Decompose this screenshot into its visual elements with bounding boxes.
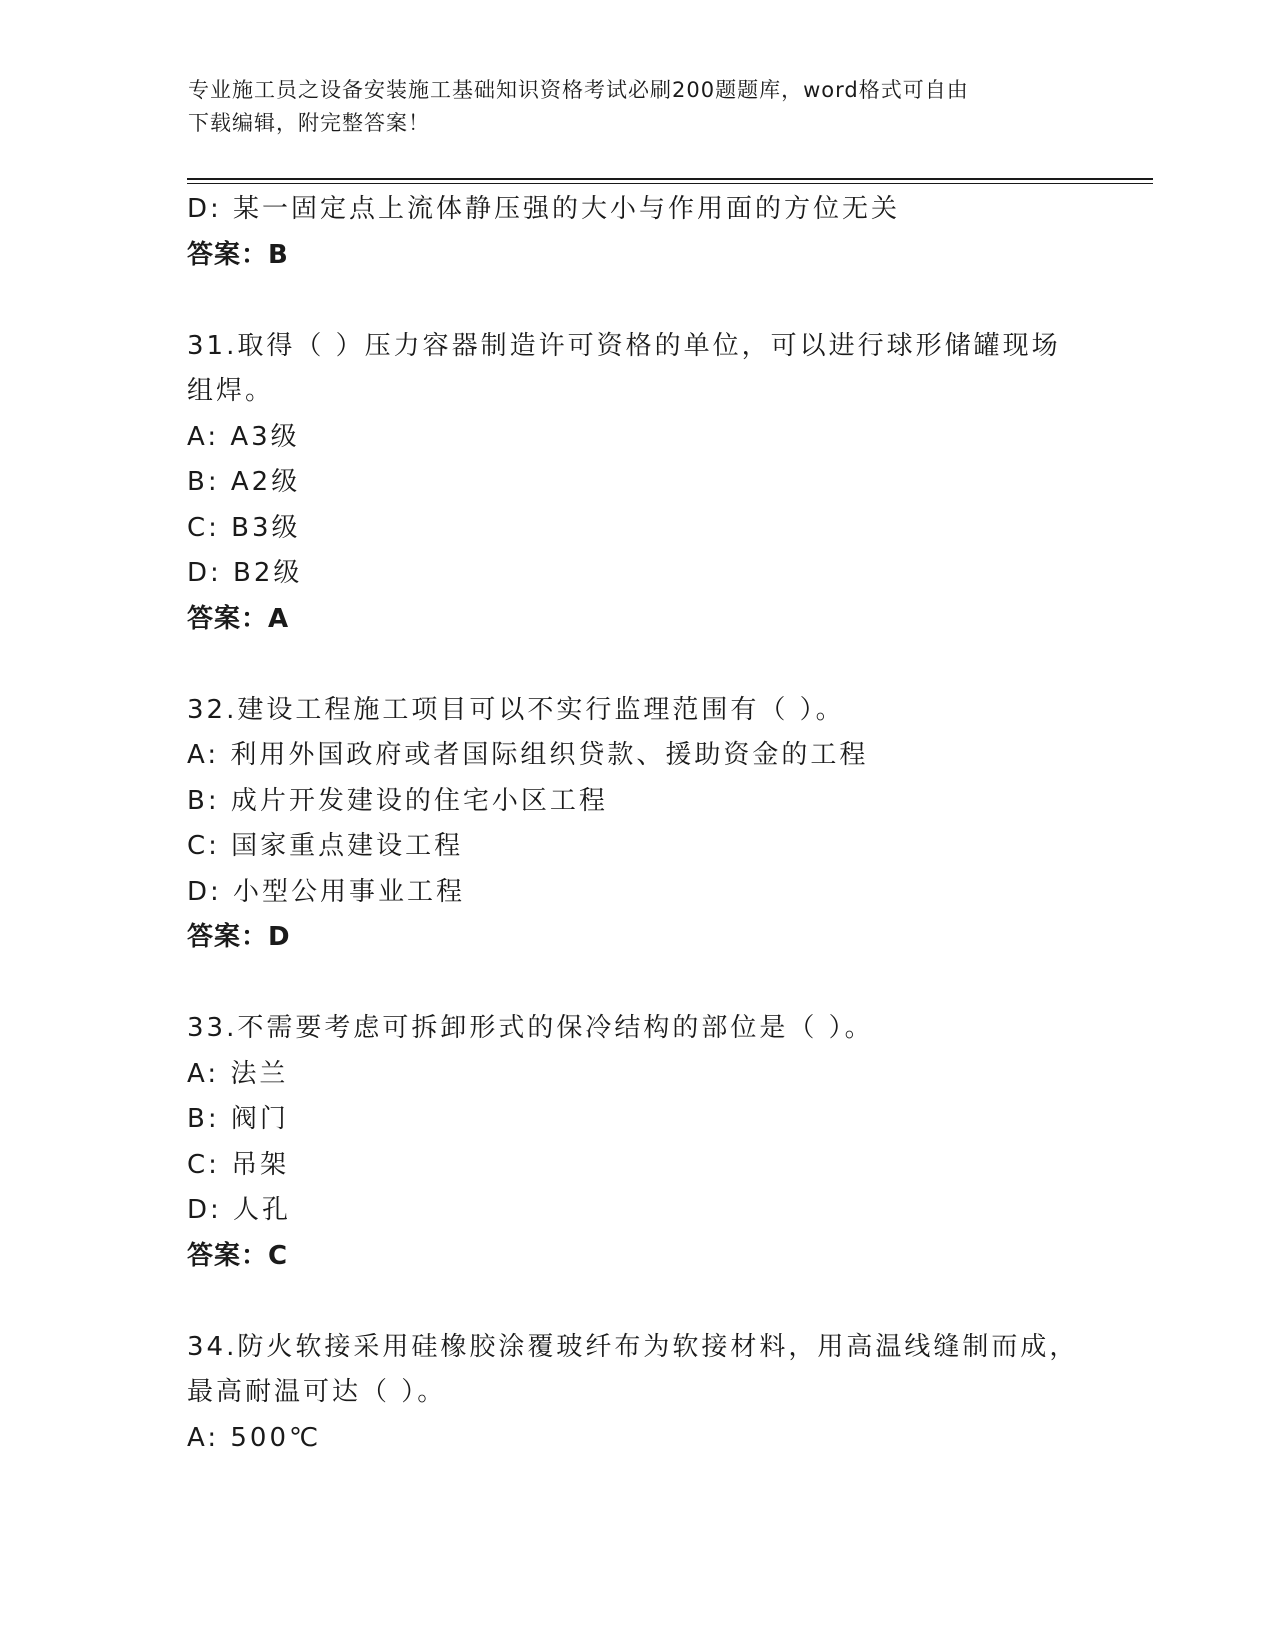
header-rule-thick (187, 178, 1153, 180)
option-d: D: 小型公用事业工程 (187, 876, 466, 907)
option-d: D: 人孔 (187, 1195, 292, 1225)
option-c: C: 国家重点建设工程 (187, 831, 464, 861)
question-stem: 组焊。 (187, 376, 275, 406)
answer: 答案：C (187, 1240, 289, 1271)
question-32 (187, 688, 1087, 961)
document-header (188, 74, 1088, 140)
spacer (187, 961, 1087, 1007)
option-a: A: A3级 (187, 421, 300, 452)
answer: 答案：D (187, 922, 291, 952)
option-c: C: B3级 (187, 512, 301, 543)
question-stem: 32.建设工程施工项目可以不实行监理范围有（ ）。 (187, 694, 845, 725)
question-stem: 31.取得（ ）压力容器制造许可资格的单位，可以进行球形储罐现场 (187, 330, 1061, 361)
option-a: A: 法兰 (187, 1058, 289, 1089)
option-d: D: B2级 (187, 558, 303, 588)
answer: 答案：A (187, 603, 290, 634)
question-stem: 34.防火软接采用硅橡胶涂覆玻纤布为软接材料，用高温线缝制而成， (187, 1331, 1079, 1362)
question-34 (187, 1325, 1087, 1462)
spacer (187, 642, 1087, 688)
option-b: B: A2级 (187, 467, 301, 497)
header-line-1: 专业施工员之设备安装施工基础知识资格考试必刷200题题库，word格式可自由 (188, 78, 969, 102)
header-rule-thin (187, 183, 1153, 184)
option-b: B: 阀门 (187, 1104, 289, 1134)
prev-answer: 答案：B (187, 239, 289, 270)
option-a: A: 利用外国政府或者国际组织贷款、援助资金的工程 (187, 740, 869, 770)
prev-option-d: D: 某一固定点上流体静压强的大小与作用面的方位无关 (187, 194, 901, 224)
spacer (187, 278, 1087, 324)
question-stem: 最高耐温可达（ ）。 (187, 1377, 447, 1407)
question-33 (187, 1006, 1087, 1279)
question-31 (187, 324, 1087, 643)
question-content (187, 187, 1087, 1461)
spacer (187, 1279, 1087, 1325)
question-stem: 33.不需要考虑可拆卸形式的保冷结构的部位是（ ）。 (187, 1013, 874, 1043)
option-a: A: 500℃ (187, 1422, 322, 1453)
option-c: C: 吊架 (187, 1149, 290, 1180)
header-line-2: 下载编辑，附完整答案！ (188, 111, 430, 135)
option-b: B: 成片开发建设的住宅小区工程 (187, 785, 608, 816)
